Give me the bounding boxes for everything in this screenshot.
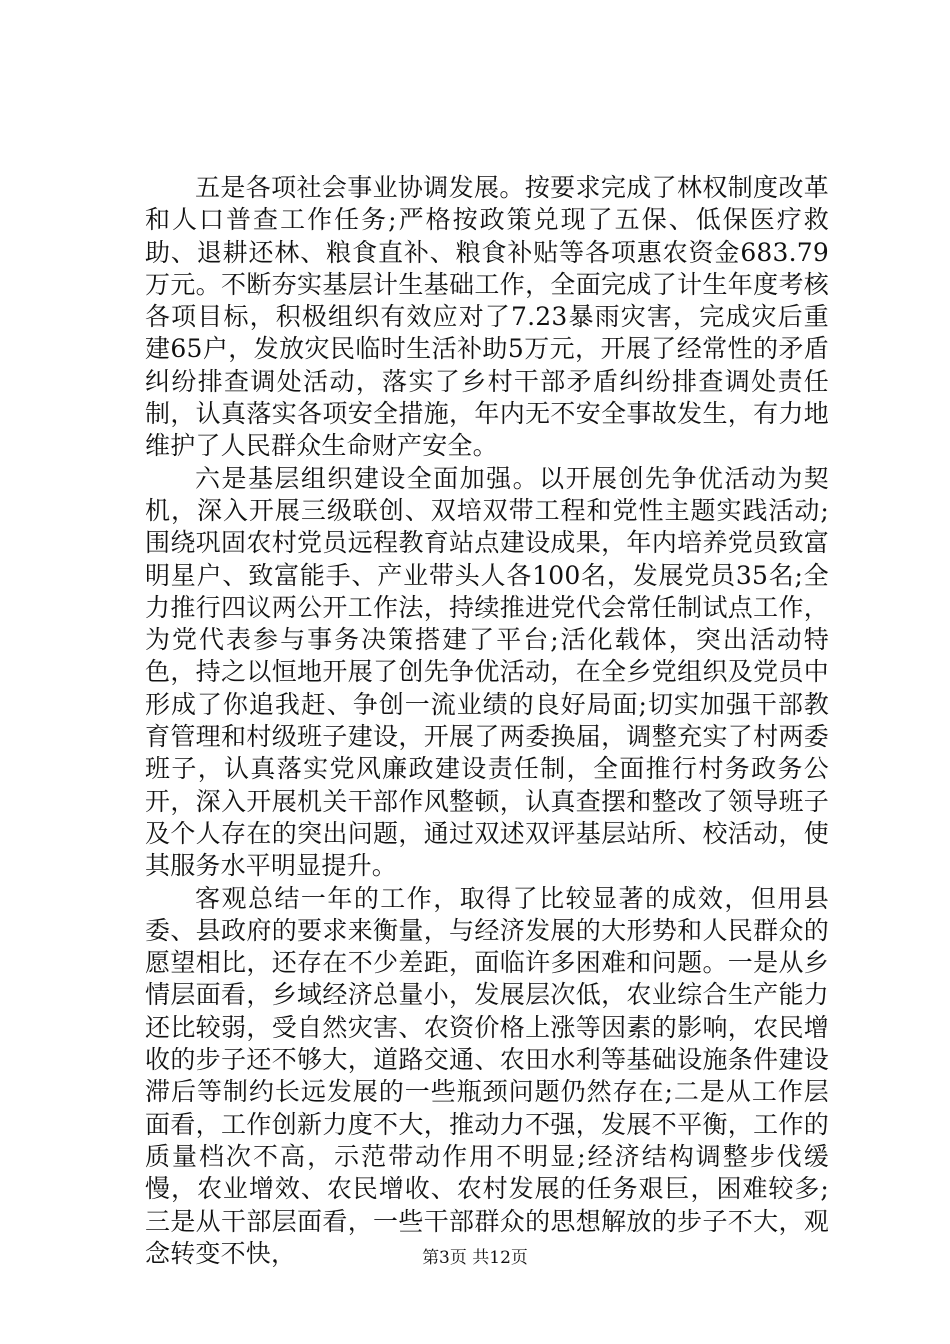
paragraph-social-affairs: 五是各项社会事业协调发展。按要求完成了林权制度改革和人口普查工作任务;严格按政策兑现了五保、低保医疗救助、退耕还林、粮食直补、粮食补贴等各项惠农资金683.79万元。不断夯实基层计生基础工作，全面完成了计生年度考核各项目标，积极组织有效应对了7.23暴雨灾害，完成灾后重建65户，发放灾民临时生活补助5万元，开展了经常性的矛盾纠纷排查调处活动，落实了乡村干部矛盾纠纷排查调处责任制，认真落实各项安全措施，年内无不安全事故发生，有力地维护了人民群众生命财产安全。 [145,173,829,461]
paragraph-problems-summary: 客观总结一年的工作，取得了比较显著的成效，但用县委、县政府的要求来衡量，与经济发展的大形势和人民群众的愿望相比，还存在不少差距，面临许多困难和问题。一是从乡情层面看，乡域经济总量小，发展层次低，农业综合生产能力还比较弱，受自然灾害、农资价格上涨等因素的影响，农民增收的步子还不够大，道路交通、农田水利等基础设施条件建设滞后等制约长远发展的一些瓶颈问题仍然存在;二是从工作层面看，工作创新力度不大，推动力不强，发展不平衡，工作的质量档次不高，示范带动作用不明显;经济结构调整步伐缓慢，农业增效、农民增收、农村发展的任务艰巨，困难较多;三是从干部层面看，一些干部群众的思想解放的步子不大，观念转变不快， [145,883,829,1268]
page-footer: 第3页 共12页 [422,1248,528,1268]
document-body [145,172,829,1270]
paragraph-grassroots-organization: 六是基层组织建设全面加强。以开展创先争优活动为契机，深入开展三级联创、双培双带工程和党性主题实践活动;围绕巩固农村党员远程教育站点建设成果，年内培养党员致富明星户、致富能手、产业带头人各100名，发展党员35名;全力推行四议两公开工作法，持续推进党代会常任制试点工作，为党代表参与事务决策搭建了平台;活化载体，突出活动特色，持之以恒地开展了创先争优活动，在全乡党组织及党员中形成了你追我赶、争创一流业绩的良好局面;切实加强干部教育管理和村级班子建设，开展了两委换届，调整充实了村两委班子，认真落实党风廉政建设责任制，全面推行村务政务公开，深入开展机关干部作风整顿，认真查摆和整改了领导班子及个人存在的突出问题，通过双述双评基层站所、校活动，使其服务水平明显提升。 [145,463,829,881]
